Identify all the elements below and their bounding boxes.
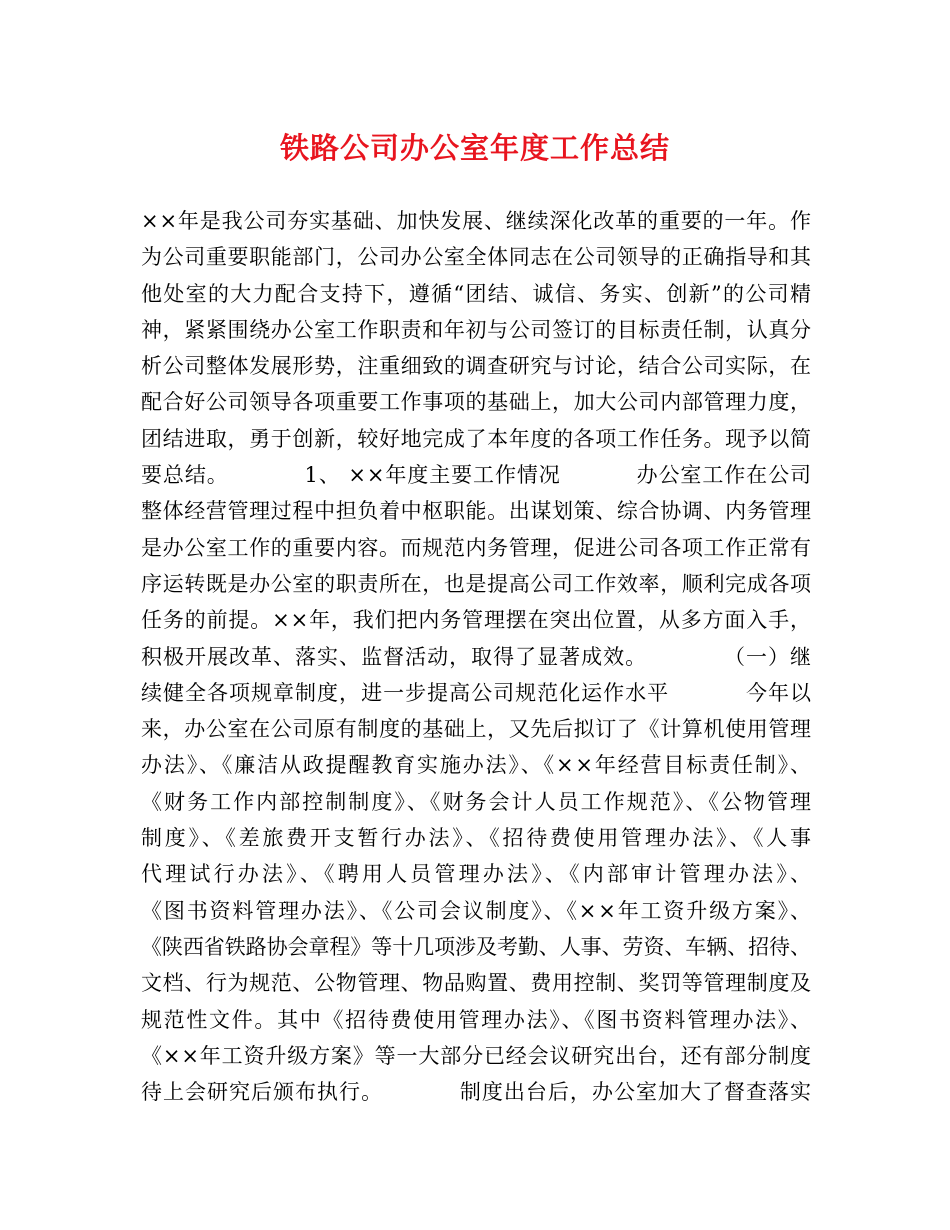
body-text-line: 文档、行为规范、公物管理、物品购置、费用控制、奖罚等管理制度及 xyxy=(141,971,812,996)
body-text-line: 要总结。 1、 ××年度主要工作情况 办公室工作在公司 xyxy=(141,463,812,488)
body-text-line: 《财务工作内部控制制度》、《财务会计人员工作规范》、《公物管理 xyxy=(141,789,814,814)
body-text-line: 制度》、《差旅费开支暂行办法》、《招待费使用管理办法》、《人事 xyxy=(141,826,814,851)
body-text-line: 他处室的大力配合支持下，遵循“团结、诚信、务实、创新”的公司精 xyxy=(141,281,813,306)
body-text-line: 整体经营管理过程中担负着中枢职能。出谋划策、综合协调、内务管理 xyxy=(141,499,812,524)
body-text-line: 配合好公司领导各项重要工作事项的基础上，加大公司内部管理力度， xyxy=(141,390,812,415)
body-text-line: 团结进取，勇于创新，较好地完成了本年度的各项工作任务。现予以简 xyxy=(141,426,812,451)
body-text-line: 析公司整体发展形势，注重细致的调查研究与讨论，结合公司实际，在 xyxy=(141,354,812,379)
body-text-line: 代理试行办法》、《聘用人员管理办法》、《内部审计管理办法》、 xyxy=(141,862,815,887)
body-text-line: ××年是我公司夯实基础、加快发展、继续深化改革的重要的一年。作 xyxy=(141,209,812,233)
body-text-line: 来，办公室在公司原有制度的基础上，又先后拟订了《计算机使用管理 xyxy=(141,717,812,742)
body-text-line: 续健全各项规章制度，进一步提高公司规范化运作水平 今年以 xyxy=(141,680,813,705)
body-text-line: 《陕西省铁路协会章程》等十几项涉及考勤、人事、劳资、车辆、招待、 xyxy=(141,934,811,959)
body-text-line: 是办公室工作的重要内容。而规范内务管理，促进公司各项工作正常有 xyxy=(141,535,812,560)
body-text-line: 为公司重要职能部门，公司办公室全体同志在公司领导的正确指导和其 xyxy=(141,245,812,270)
body-text-line: 《××年工资升级方案》等一大部分已经会议研究出台，还有部分制度 xyxy=(141,1043,812,1068)
body-text-line: 积极开展改革、落实、监督活动，取得了显著成效。 （一）继 xyxy=(141,644,813,669)
body-text-line: 序运转既是办公室的职责所在，也是提高公司工作效率，顺利完成各项 xyxy=(141,571,812,596)
document-body xyxy=(141,203,841,1110)
body-text-line: 待上会研究后颁布执行。 制度出台后，办公室加大了督查落实 xyxy=(141,1080,813,1105)
body-text-line: 任务的前提。××年，我们把内务管理摆在突出位置，从多方面入手， xyxy=(141,608,812,633)
body-text-line: 规范性文件。其中《招待费使用管理办法》、《图书资料管理办法》、 xyxy=(141,1007,813,1032)
body-text-line: 神，紧紧围绕办公室工作职责和年初与公司签订的目标责任制，认真分 xyxy=(141,317,812,342)
body-text-line: 办法》、《廉洁从政提醒教育实施办法》、《××年经营目标责任制》、 xyxy=(141,753,813,778)
document-title: 铁路公司办公室年度工作总结 xyxy=(279,131,670,165)
body-text-line: 《图书资料管理办法》、《公司会议制度》、《××年工资升级方案》、 xyxy=(141,898,813,923)
